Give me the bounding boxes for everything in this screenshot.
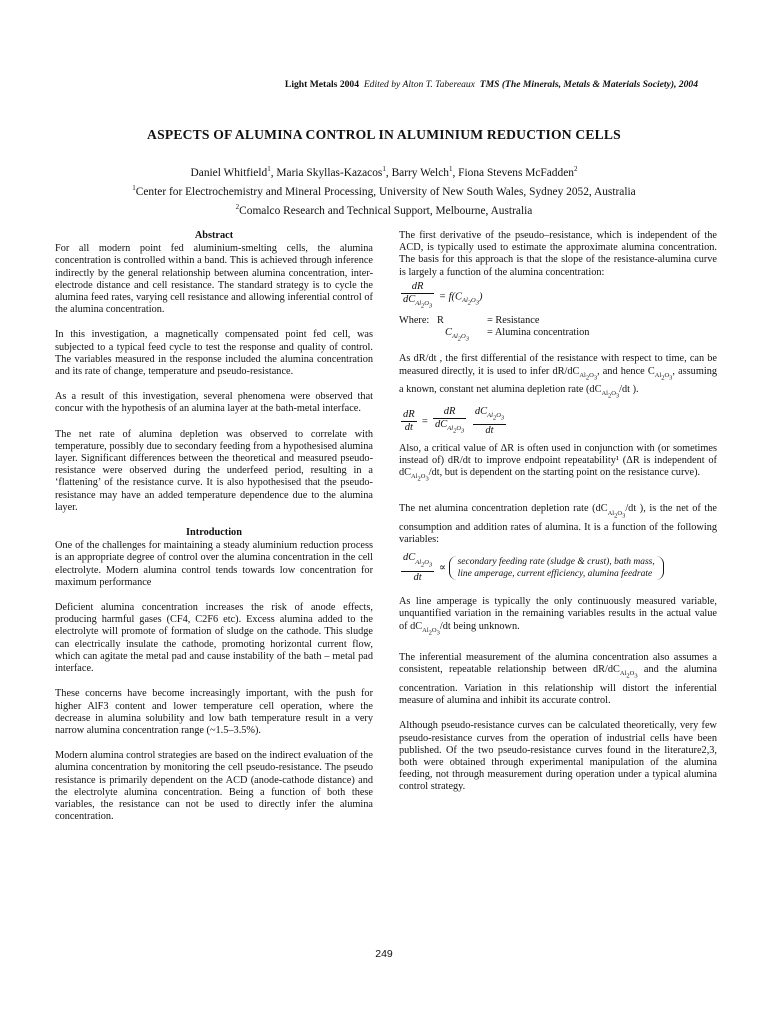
running-header [0,79,698,90]
intro-paragraph-2: Deficient alumina concentration increases the risk of anode effects, producing harmful gases (CF4, C2F6 etc). Excess alumina added to the electrolyte will promote of formation of sludge on the cathode. This sludge can electrically insulate the cathode, promoting horizontal current flow, which can agitate the metal pad and cause instability of the bath – metal pad interface. [55,602,373,675]
where-row-2 [399,327,717,346]
right-paragraph-5: As line amperage is typically the only continuously measured variable, unquantified variation in the remaining variables results in the actual value of $dC_{Al_2O_3}/dt$ being unknown. [399,596,717,636]
abstract-paragraph-1: For all modern point fed aluminium-smelting cells, the alumina concentration is controlled within a band. This is achieved through inference indirectly by the general relationship between alumina concentration, inter-electrode distance and cell resistance. The standard strategy is to cycle the alumina feed rates, varying cell resistance and allowing inferential control of the alumina concentration. [55,243,373,316]
editor-line: Edited by Alton T. Tabereaux [363,79,475,90]
conference-name: Light Metals 2004 [284,79,360,90]
affiliation-mark: 1 [448,165,453,173]
affiliation-2 [0,200,768,219]
where-label [399,315,487,327]
affiliation-mark: 2 [573,165,578,173]
affiliation-mark: 1 [132,183,136,192]
text-run: /dt ). [619,384,639,396]
intro-paragraph-4: Modern alumina control strategies are based on the indirect evaluation of the alumina concentration by monitoring the cell pseudo-resistance. The pseudo resistance is primarily dependent on the ACD (anode-cathode distance) and the electrolyte alumina concentration. Being a function of both these variables, the resistance can not be used to directly infer the alumina concentration. [55,750,373,823]
text-run: , assuming a known, constant net alumina depletion rate (dC [399,365,717,396]
c-definition: = Alumina concentration [487,326,590,338]
text-run: The inferential measurement of the alumina concentration also assumes a consistent, repeatable relationship between [399,652,717,676]
page-number: 249 [375,948,393,960]
text-run: /dt, but is dependent on the starting point on the resistance curve). [428,466,701,478]
introduction-heading: Introduction [186,527,242,539]
right-paragraph-1: The first derivative of the pseudo–resistance, which is independent of the ACD, is typically used to estimate the approximate alumina concentration. The basis for this approach is that the slope of the resistance-alumina curve is largely a function of the alumina concentration: [399,230,717,278]
abstract-paragraph-2: In this investigation, a magnetically compensated point fed cell, was subjected to a typical feed cycle to test the response and quality of control. The variables measured in the response included the alumina concentration and its rate of change, temperature and pseudo-resistance. [55,329,373,378]
right-paragraph-6: The inferential measurement of the alumina concentration also assumes a consistent, repeatable relationship between $dR/dC_{Al_2O_3}$ and the alumina concentration. Variation in this relationship will distort the inferential measure of alumina and inhibit its accurate control. [399,652,718,707]
author-name: Barry Welch [391,166,449,179]
brace-line: line amperage, current efficiency, alumina feedrate [457,569,653,580]
author-block [0,162,768,218]
text-run: As line amperage is typically the only continuously measured variable, unquantified variation in the remaining variables results in the actual value of dC [399,596,717,632]
text-run: As dR/dt , the first differential of the resistance with respect to time, can be measured directly, it is used to infer dR/dC [399,353,717,377]
left-column [55,230,373,836]
paper-title: ASPECTS OF ALUMINA CONTROL IN ALUMINIUM REDUCTION CELLS [147,127,621,142]
author-list: Daniel Whitfield$^1$, Maria Skyllas-Kazacos$^1$, Barry Welch$^1$, Fiona Stevens McFadden$^2$ [190,165,578,179]
equation-fraction: $\frac{dR}{dC_{Al_2O_3}}$ [403,280,433,310]
intro-paragraph-1: One of the challenges for maintaining a steady aluminium reduction process is an appropriate degree of control over the alumina concentration in the cell electrolyte. Modern alumina control tends towards low concentration for maximum performance [55,540,373,588]
affiliation-mark: 1 [382,165,386,173]
author-name: Fiona Stevens McFadden [458,166,574,179]
right-paragraph-3: Also, a critical value of ΔR is often used in conjunction with (or sometimes instead of) dR/dt to improve endpoint repeatability¹ (ΔR is independent of $dC_{Al_2O_3}/dt$, but is dependent on the starting point on the resistance curve). [399,442,717,483]
intro-paragraph-3: These concerns have become increasingly important, with the push for higher AlF3 content and lower temperature cell operation, where the decrease in alumina solubility and low bath temperature result in a very narrow alumina concentration range (~1.5–3.5%). [55,688,373,736]
text-run: dR/dC [593,664,620,676]
right-column [399,230,717,807]
publisher-line: TMS (The Minerals, Metals & Materials Society), 2004 [479,79,698,90]
affiliation-1 [0,181,768,200]
equation-3: $\frac{dC_{Al_2O_3}}{dt}$ ∝ secondary feeding rate (sludge & crust), bath mass, line amperage, current efficiency, alumina feedrate [399,552,717,584]
text-run: , and hence C [597,365,655,377]
abstract-heading: Abstract [194,230,234,241]
abstract-paragraph-4: The net rate of alumina depletion was observed to correlate with temperature, possibly due to secondary feeding from a hypothesised alumina layer. Significant differences between the theoretical and measured pseudo-resistance were observed during the underfeed period, resulting in a ‘flattening’ of the resistance curve. It is also hypothesised that the pseudo-resistance may have an added temperature dependence due to the alumina layer. [55,428,373,513]
brace-line: secondary feeding rate (sludge & crust), bath mass, [457,557,655,568]
symbol-c: $C_{Al_2O_3}$ [445,326,469,343]
r-definition: = Resistance [487,314,540,326]
symbol-r: R [437,314,444,326]
text-run: and the alumina concentration. Variation in this relationship will distort the inferential measure of alumina and inhibit its accurate control. [399,664,718,707]
where-text: Where: [399,314,430,326]
text-run: Also, a critical value of ΔR is often used in conjunction with (or sometimes instead of) dR/dt to improve endpoint repeatability¹ (ΔR is independent of dC [399,442,717,478]
affiliation-text: Center for Electrochemistry and Mineral Processing, University of New South Wales, Sydney 2052, Australia [135,185,636,198]
equation-2: $\frac{dR}{dt}$ = $\frac{dR}{dC_{Al_2O_3}}$ $\frac{dC_{Al_2O_3}}{dt}$ [403,405,505,437]
where-row-1 [399,315,717,327]
right-paragraph-4: The net alumina concentration depletion rate ($dC_{Al_2O_3}/dt$ ), is the net of the consumption and addition rates of alumina. It is a function of the following variables: [399,503,717,546]
right-paragraph-2: As dR/dt , the first differential of the resistance with respect to time, can be measured directly, it is used to infer $dR/dC_{Al_2O_3}$, and hence $C_{Al_2O_3}$, assuming a known, constant net alumina depletion rate ($dC_{Al_2O_3}/dt$ ). [399,353,717,400]
text-run: /dt being unknown. [439,620,520,632]
affiliation-mark: 2 [235,202,240,211]
text-run: /dt ), is the net of the consumption and addition rates of alumina. It is a function of the following variables: [399,503,717,546]
right-paragraph-7: Although pseudo-resistance curves can be calculated theoretically, very few pseudo-resistance curves from the operation of industrial cells have been published. Of the two pseudo-resistance curves found in the literature2,3, both were obtained through experimental manipulation of the alumina feeding, not through measurement during operation under a typical alumina control strategy. [399,720,717,793]
text-run: The net alumina concentration depletion rate (dC [399,503,608,515]
abstract-paragraph-3: As a result of this investigation, several phenomena were observed that concur with the hypothesis of an alumina layer at the bath-metal interface. [55,391,373,415]
author-name: Maria Skyllas-Kazacos [276,166,383,179]
variable-brace [449,556,664,580]
author-name: Daniel Whitfield [190,166,268,179]
equation-1: $\frac{dR}{dC_{Al_2O_3}}$ = $f(C_{Al_2O_3})$ [399,281,717,313]
affiliation-mark: 1 [267,165,271,173]
affiliation-text: Comalco Research and Technical Support, Melbourne, Australia [239,204,533,217]
